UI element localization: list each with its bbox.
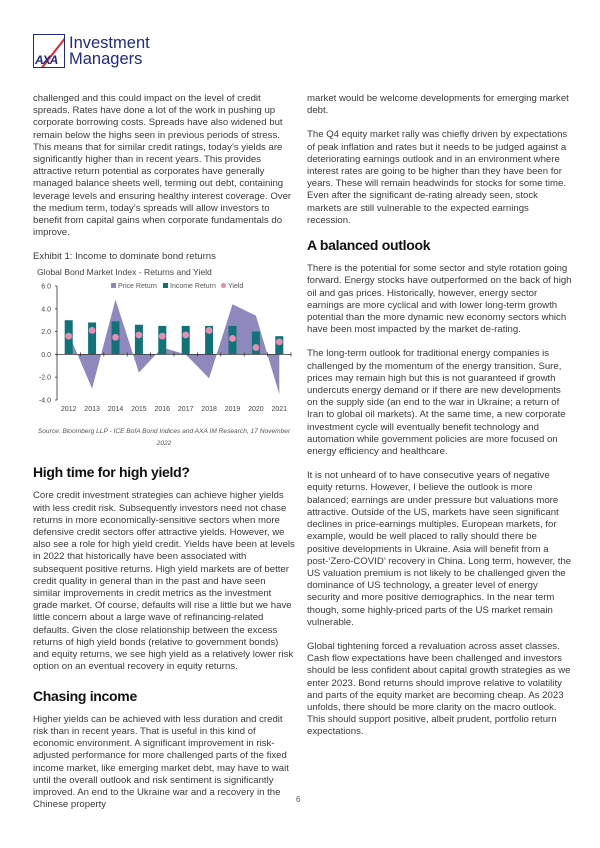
left-column [33,93,295,823]
x-tick-label: 2015 [131,405,147,413]
y-tick-label: -2.0 [38,374,51,382]
yield-point [276,338,283,345]
x-tick-label: 2012 [60,405,77,413]
x-tick-label: 2013 [84,405,100,413]
logo-line-2: Managers [69,50,143,68]
paragraph: There is the potential for some sector and style rotation going forward. Energy stocks have outperformed on the back of high oil and gas prices. Historically, however, energy sector earnings are more cyclical and with lower long-term growth potential than the more dynamic new economy sectors which have been most impacted by the market de-rating. [307,263,572,336]
paragraph: The Q4 equity market rally was chiefly driven by expectations of peak inflation and rates but it needs to be judged against a deteriorating earnings outlook and in an environment where interest rates are going to be higher than they have been for years. These will remain headwinds for stocks for some time. Even after the significant de-rating already seen, stock markets are still vulnerable to the expected earnings recession. [307,129,568,226]
yield-point [159,333,166,340]
chart-source: Source: Bloomberg LLP - ICE BofA Bond Indices and AXA IM Research, 17 November 2022 [37,427,291,448]
section-heading-balanced-outlook: A balanced outlook [307,237,431,254]
axa-logo-mark [33,34,65,68]
yield-point [206,327,213,334]
yield-point [65,333,72,340]
x-tick-label: 2016 [154,405,171,413]
y-tick-label: 6.0 [41,283,51,291]
paragraph: Global tightening forced a revaluation across asset classes. Cash flow expectations have been challenged and investors should be less confident about capital growth strategies as we enter 2023. Bond returns should improve relative to volatility and parts of the equity market are becoming cheap. As 2023 unfolds, there should be more clarity on the macro outlook. This should support positive, albeit prudent, portfolio return expectations. [307,640,571,738]
bond-returns-chart [33,278,295,428]
paragraph: The long-term outlook for traditional energy companies is challenged by the momentum of the energy transition. Sure, prices may remain high but this is not guaranteed if growth undercuts energy demand or if there are new developments on the supply side (an end to the war in Ukraine; a return of Iran to global oil markets). At the same time, a new corporate investment cycle will eventually benefit technology and automation while government policies are more focused on energy efficiency and healthcare. [307,348,566,458]
section-heading-high-yield: High time for high yield? [33,464,190,481]
yield-point [182,331,189,338]
paragraph: Higher yields can be achieved with less duration and credit risk than in recent years. That is useful in this kind of economic environment. A significant improvement in risk-adjusted performance for more challenged parts of the fixed income market, like emerging market debt, may have to wait until the overall outlook and risk sentiment is significantly improved. An end to the Ukraine war and a recovery in the Chinese property [33,713,289,811]
paragraph: market would be welcome developments for emerging market debt. [307,93,569,117]
axa-im-logo [33,34,150,68]
exhibit-title: Exhibit 1: Income to dominate bond returns [33,251,216,263]
price-return-area [69,300,280,395]
logo-wordmark [69,35,150,67]
x-tick-label: 2020 [248,405,264,413]
x-tick-label: 2021 [271,405,288,413]
y-tick-label: 4.0 [41,306,51,314]
x-tick-label: 2014 [107,405,124,413]
logo-axa-text: AXA [35,53,58,67]
yield-point [112,334,119,341]
legend-swatch [111,283,116,288]
legend-swatch [221,283,226,288]
paragraph: challenged and this could impact on the level of credit spreads. Rates have done a lot of the work in pushing up corporate borrowing costs. Spreads have also widened but remain below the highs seen in previous periods of stress. This means that for similar credit ratings, today’s yields are significantly higher than in recent years. This provides attractive return potential as corporates have generally managed balance sheets well, terming out debt, containing leverage levels and ensuring healthy interest coverage. Over the medium term, today’s spreads will allow investors to benefit from capital gains when corporate fundamentals do improve. [33,93,292,239]
x-tick-label: 2019 [224,405,241,413]
yield-point [229,335,236,342]
right-column [307,93,572,751]
legend-swatch [163,283,168,288]
y-tick-label: 2.0 [41,328,51,336]
x-tick-label: 2017 [177,405,194,413]
chart-canvas [33,278,295,428]
paragraph: It is not unheard of to have consecutive years of negative equity returns. However, I believe the outlook is more balanced; earnings are under pressure but valuations more attractive. Outside of the US, markets have seen significant declines in price-earnings multiples. European markets, for example, would be well placed to rally should there be positive developments in Ukraine. Asia will benefit from a post-‘Zero-COVID’ recovery in China. Long term, however, the US valuation premium is not likely to be challenged given the dominance of US technology, a greater level of energy security and more positive demographics. In the near term though, some highly-priced parts of the US market remain vulnerable. [307,470,572,628]
legend-label: Yield [228,282,244,290]
page-number: 6 [296,795,301,804]
x-tick-label: 2018 [201,405,217,413]
yield-point [136,331,143,338]
chart-subtitle: Global Bond Market Index - Returns and Yield [37,266,212,277]
income-return-bar [158,326,166,355]
yield-point [253,344,260,351]
section-heading-chasing-income: Chasing income [33,687,137,704]
yield-point [89,327,96,334]
income-return-bar [135,325,143,355]
legend-label: Income Return [170,282,216,290]
logo-line-1: Investment [69,34,150,52]
income-return-bar [252,331,260,354]
y-tick-label: -4.0 [38,397,51,405]
income-return-bar [182,326,190,355]
y-tick-label: 0.0 [41,351,51,359]
legend-label: Price Return [118,282,157,290]
paragraph: Core credit investment strategies can achieve higher yields with less credit risk. Subsequently investors need not chase returns in more economically-sensitive sectors when more defensive credit sectors offer attractive yields. However, we also see a role for high yield credit. Yields have been at levels in 2022 that historically have been associated with subsequent positive returns. High yield markets are of better credit quality in general than in the past and have seen similar improvements in credit metrics as the investment grade market. Of course, defaults will rise a little but we have little concern about a large wave of refinancing-related defaults. Given the close relationship between the excess returns of high yield bonds (relative to government bonds) and equity returns, we see high yield as a relatively lower risk option on an eventual recovery in equity returns. [33,490,295,673]
